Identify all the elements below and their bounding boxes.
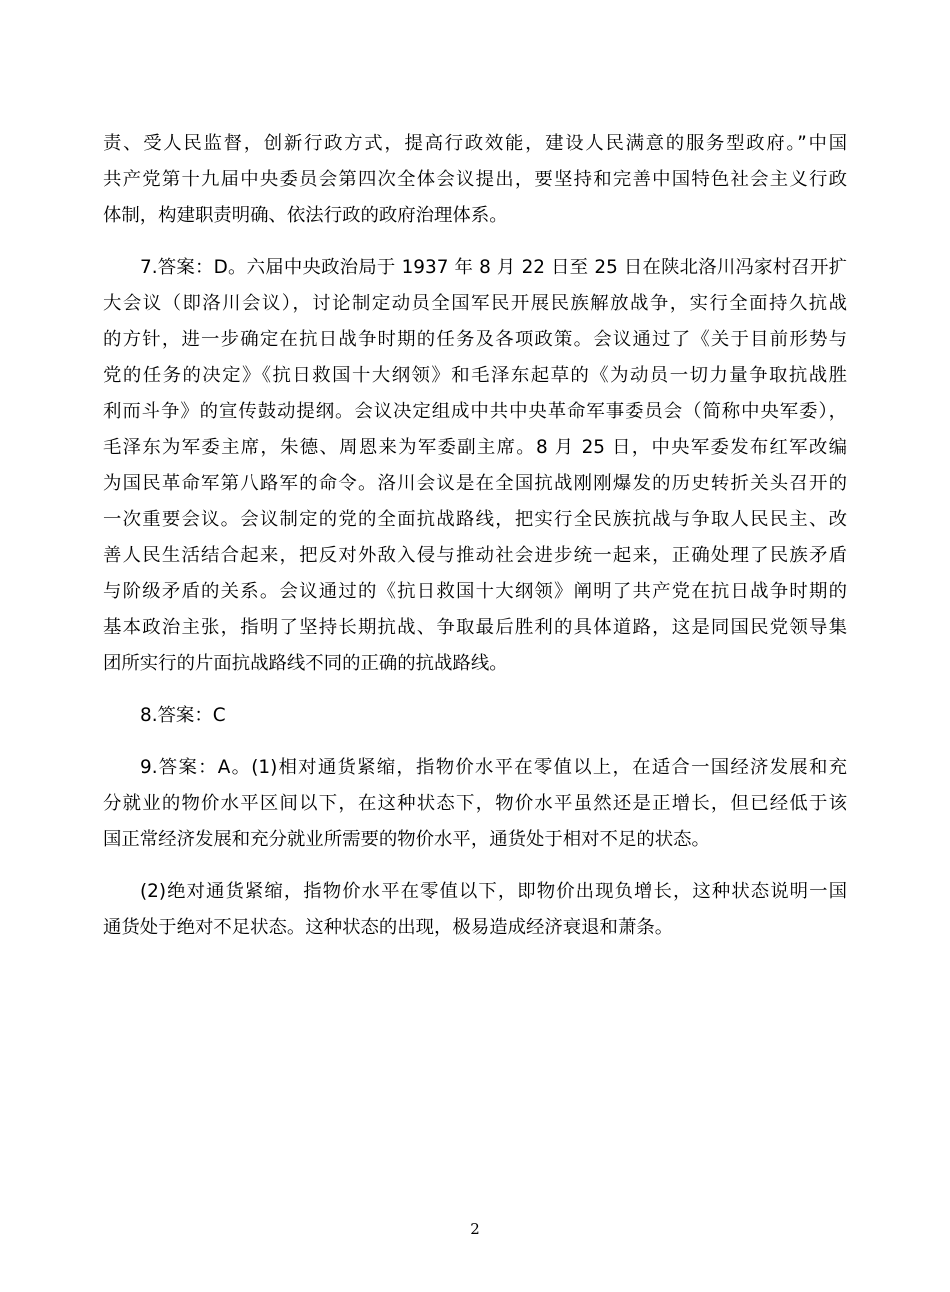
- text-line: 9.答案：A。(1)相对通货紧缩，指物价水平在零值以上，在适合一国经济发展和充: [140, 757, 847, 778]
- text-line: 国正常经济发展和充分就业所需要的物价水平，通货处于相对不足的状态。: [103, 829, 710, 850]
- document-body: [103, 126, 847, 962]
- text-line: 通货处于绝对不足状态。这种状态的出现，极易造成经济衰退和萧条。: [103, 917, 674, 938]
- text-line: 为国民革命军第八路军的命令。洛川会议是在全国抗战刚刚爆发的历史转折关头召开的: [103, 473, 847, 494]
- text-line: 共产党第十九届中央委员会第四次全体会议提出，要坚持和完善中国特色社会主义行政: [103, 169, 847, 190]
- text-line: 利而斗争》的宣传鼓动提纲。会议决定组成中共中央革命军事委员会（简称中央军委），: [103, 401, 847, 422]
- text-line: 一次重要会议。会议制定的党的全面抗战路线，把实行全民族抗战与争取人民民主、改: [103, 509, 847, 530]
- answer-9-part-2-paragraph: [103, 874, 847, 946]
- text-line: 大会议（即洛川会议），讨论制定动员全国军民开展民族解放战争，实行全面持久抗战: [103, 293, 847, 314]
- answer-8-paragraph: [103, 698, 847, 734]
- text-line: 毛泽东为军委主席，朱德、周恩来为军委副主席。8 月 25 日，中央军委发布红军改编: [103, 437, 847, 458]
- text-line: 分就业的物价水平区间以下，在这种状态下，物价水平虽然还是正增长，但已经低于该: [103, 793, 847, 814]
- text-line: (2)绝对通货紧缩，指物价水平在零值以下，即物价出现负增长，这种状态说明一国: [140, 881, 847, 902]
- paragraph-continuation: [103, 126, 847, 234]
- answer-7-paragraph: [103, 250, 847, 682]
- text-line: 与阶级矛盾的关系。会议通过的《抗日救国十大纲领》阐明了共产党在抗日战争时期的: [103, 581, 847, 602]
- page-number: 2: [470, 1220, 480, 1238]
- text-line: 7.答案：D。六届中央政治局于 1937 年 8 月 22 日至 25 日在陕北洛川冯家村召开扩: [140, 257, 847, 278]
- answer-9-paragraph: [103, 750, 847, 858]
- text-line: 党的任务的决定》《抗日救国十大纲领》和毛泽东起草的《为动员一切力量争取抗战胜: [103, 365, 847, 386]
- text-line: 团所实行的片面抗战路线不同的正确的抗战路线。: [103, 653, 508, 674]
- text-line: 基本政治主张，指明了坚持长期抗战、争取最后胜利的具体道路，这是同国民党领导集: [103, 617, 847, 638]
- text-line: 的方针，进一步确定在抗日战争时期的任务及各项政策。会议通过了《关于目前形势与: [103, 329, 847, 350]
- text-line: 责、受人民监督，创新行政方式，提高行政效能，建设人民满意的服务型政府。”中国: [103, 133, 847, 154]
- text-line: 体制，构建职责明确、依法行政的政府治理体系。: [103, 205, 508, 226]
- text-line: 善人民生活结合起来，把反对外敌入侵与推动社会进步统一起来，正确处理了民族矛盾: [103, 545, 847, 566]
- text-line: 8.答案：C: [140, 705, 226, 726]
